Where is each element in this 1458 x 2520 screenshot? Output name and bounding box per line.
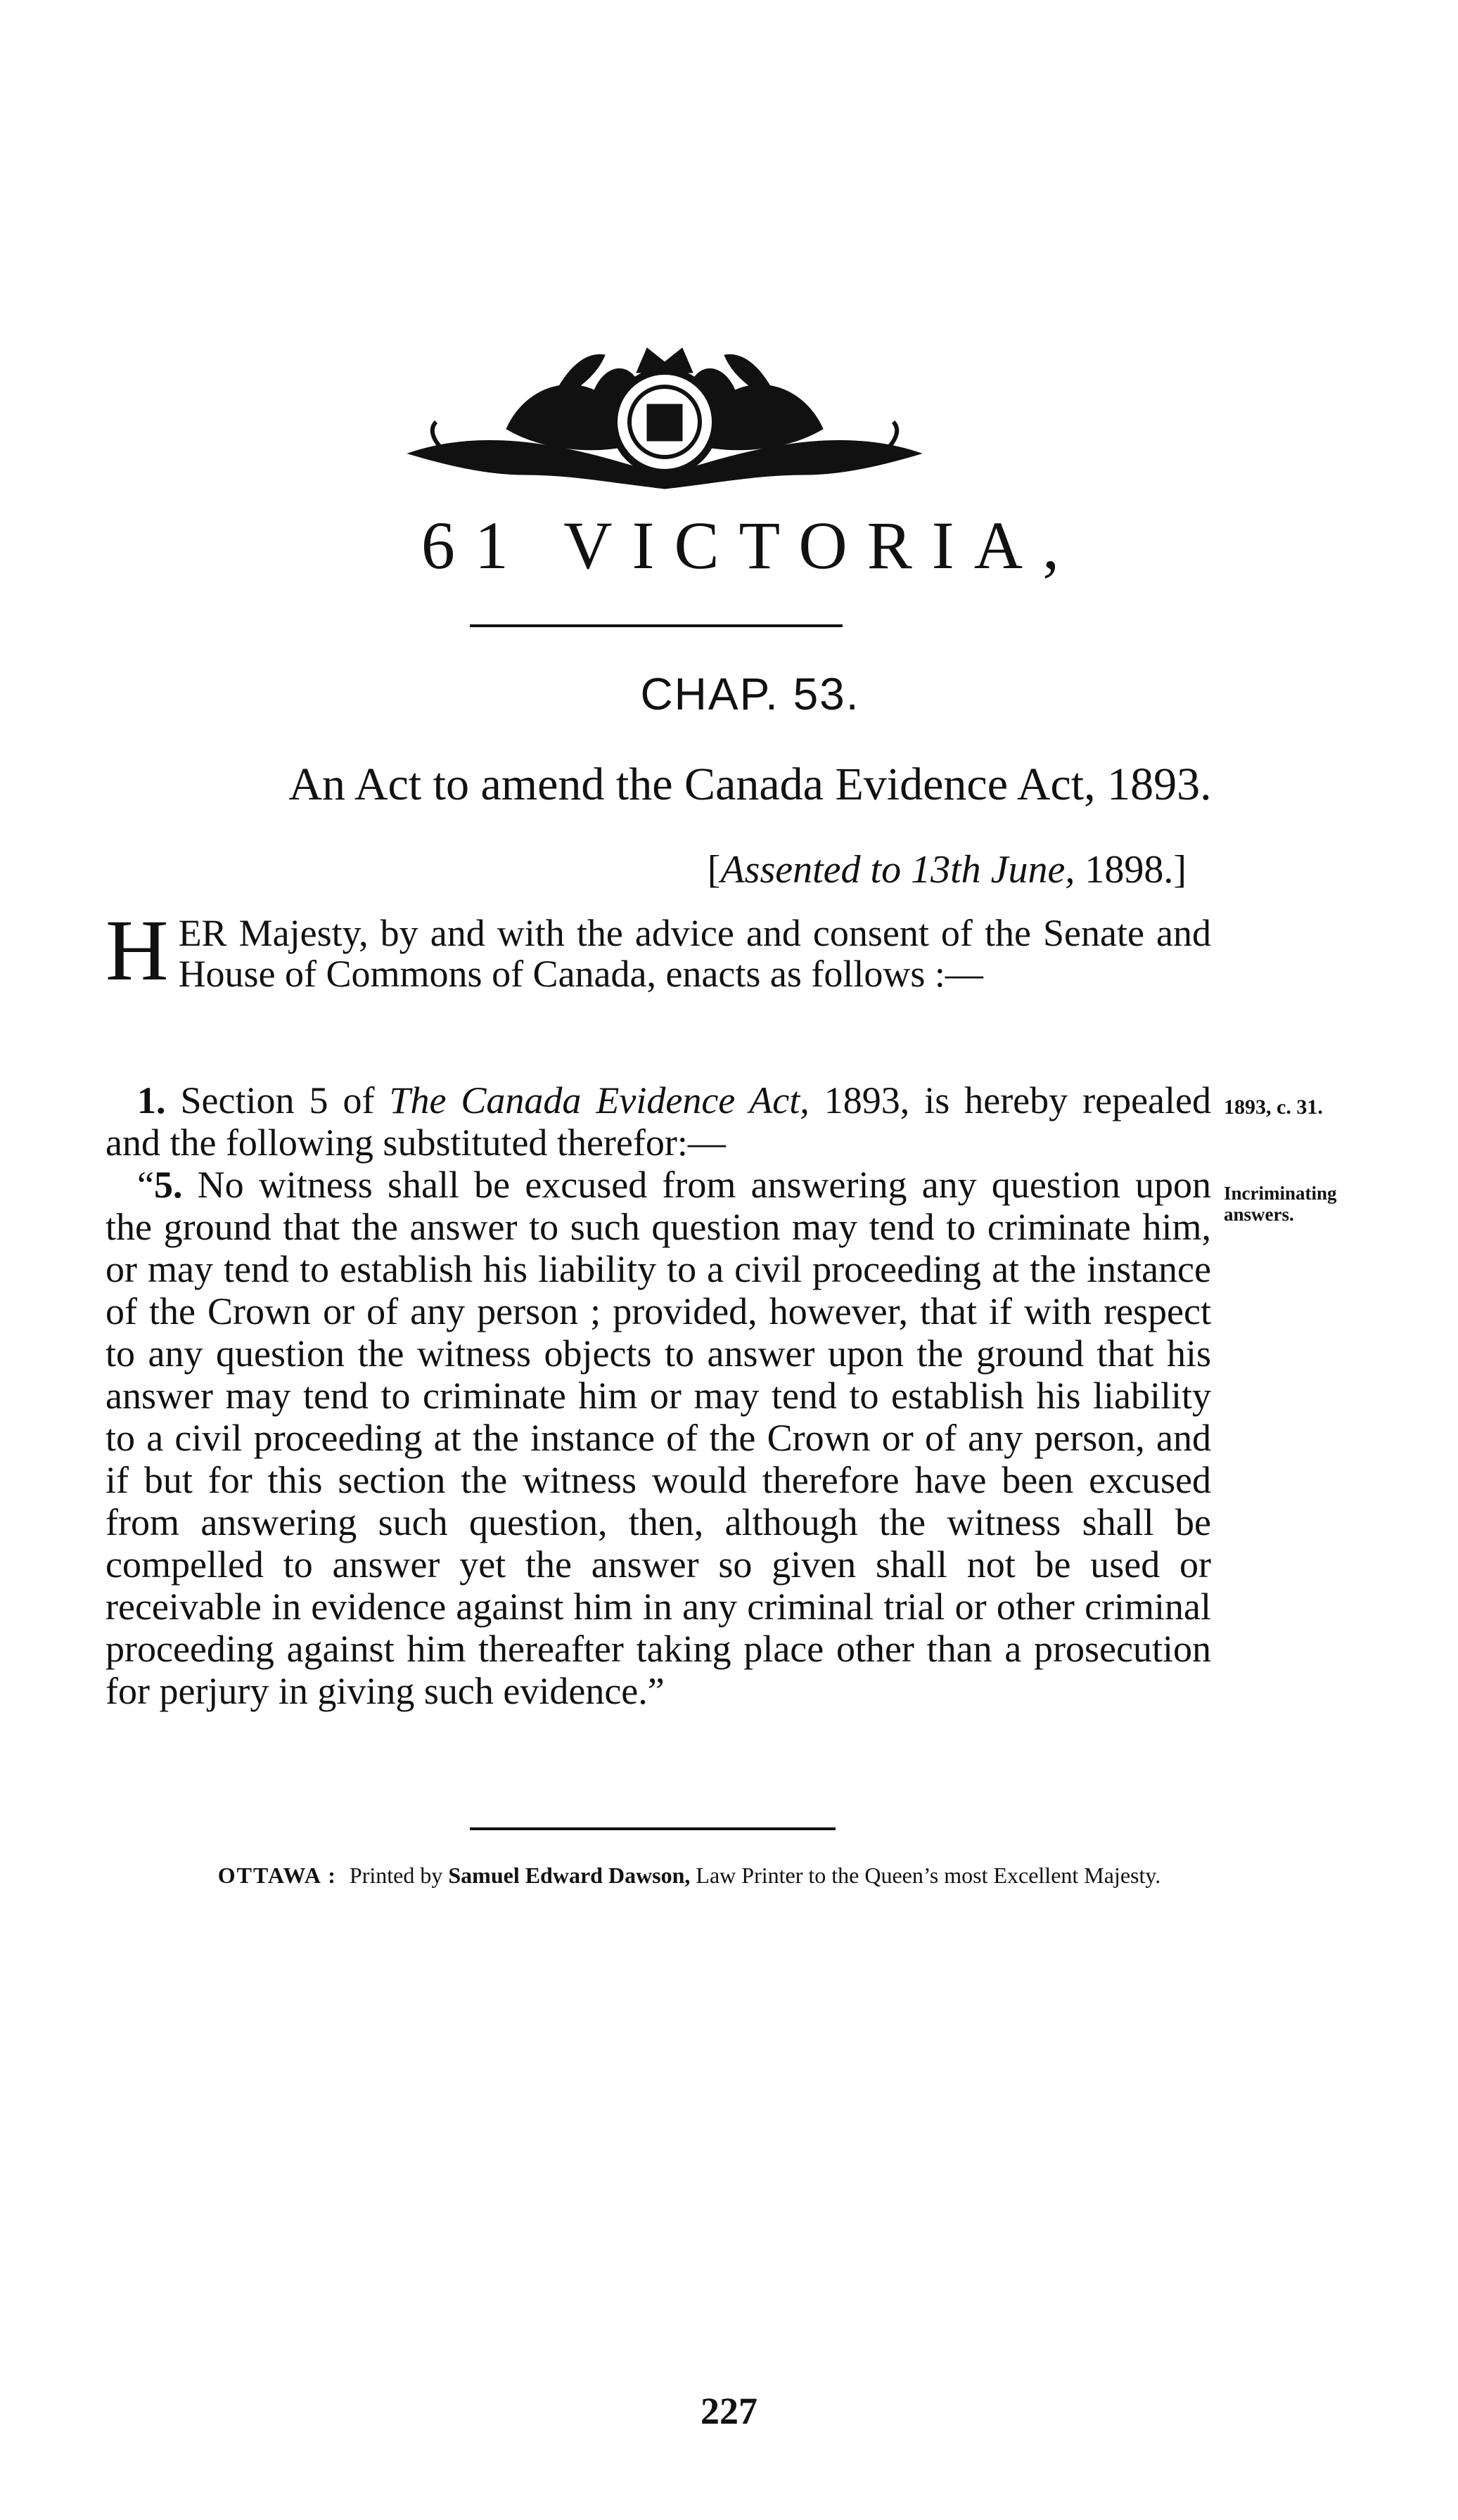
margin-heading: Incriminating answers. <box>1224 1183 1337 1225</box>
printer-imprint: OTTAWA : Printed by Samuel Edward Dawson, Law Printer to the Queen’s most Excellent Majesty. <box>217 1863 1161 1888</box>
page-number: 227 <box>701 2390 757 2432</box>
chapter-number: CHAP. 53. <box>640 669 860 719</box>
enacting-clause-text: ER Majesty, by and with the advice and consent of the Senate and House of Commons of Canada, enacts as follows :— <box>178 912 1211 995</box>
cited-act: The Canada Evidence Act, <box>389 1079 810 1121</box>
subsection-number: 5. <box>153 1164 183 1206</box>
drop-cap: H <box>105 902 169 998</box>
assent-date: [Assented to 13th June, 1898.] <box>707 848 1187 892</box>
divider-rule-top <box>470 624 843 627</box>
substituted-section-5: “5. No witness shall be excused from answering any question upon the ground that the answer to such question may tend to criminate him, or may tend to establish his liability to a civil proceeding at the instance of the Crown or of any person ; provided, however, that if with respect to any question the witness objects to answer upon the ground that his answer may tend to criminate him or may tend to establish his liability to a civil proceeding at the instance of the Crown or of any person, and if but for this section the witness would therefore have been excused from answering such question, then, although the witness shall be compelled to answer yet the answer so given shall not be used or receivable in evidence against him in any criminal trial or other criminal proceeding against him thereafter taking place other than a prosecution for perjury in giving such evidence.” <box>105 1164 1211 1712</box>
divider-rule-bottom <box>470 1827 836 1830</box>
section-1 <box>105 1079 1211 1712</box>
margin-citation: 1893, c. 31. <box>1224 1095 1323 1119</box>
royal-coat-of-arms-emblem <box>394 323 935 492</box>
section-number: 1. <box>137 1079 166 1121</box>
regnal-year-heading: 61 VICTORIA, <box>421 508 1080 583</box>
section-1-paragraph: 1. Section 5 of The Canada Evidence Act, 1893, is hereby repealed and the following substituted therefor:— <box>105 1079 1211 1164</box>
act-title: An Act to amend the Canada Evidence Act, 1893. <box>288 759 1212 810</box>
enacting-clause <box>105 902 1211 998</box>
